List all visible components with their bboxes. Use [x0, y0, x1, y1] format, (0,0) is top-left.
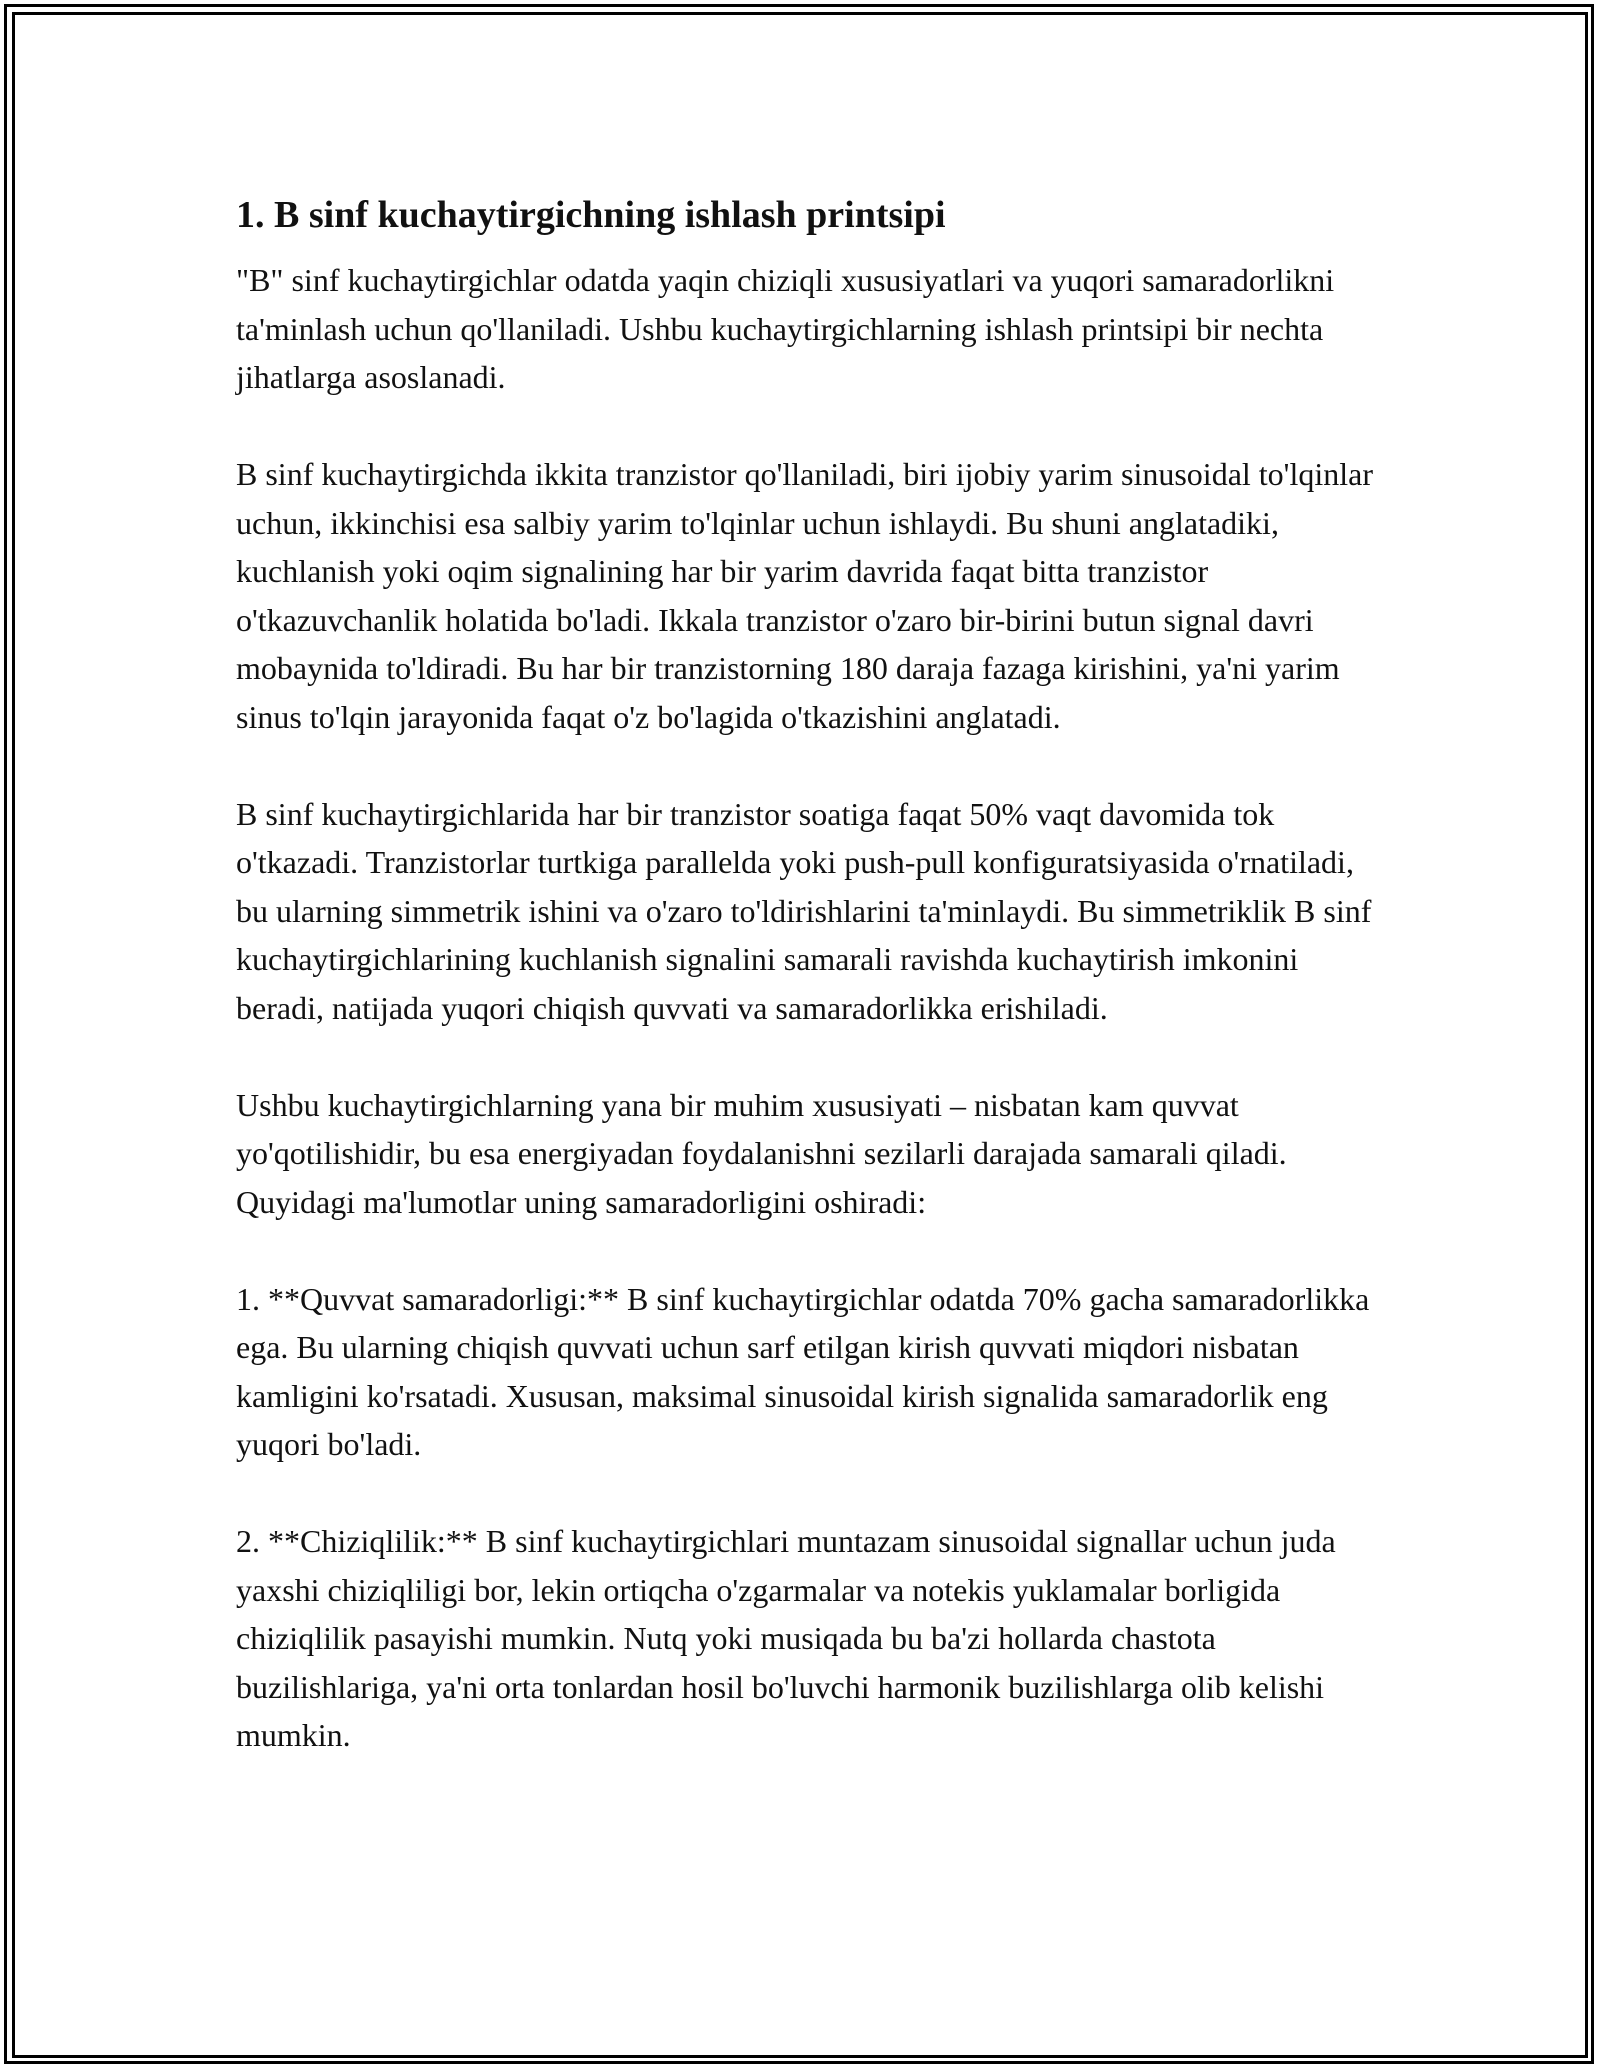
document-body: [236, 190, 1376, 1760]
section-title: 1. B sinf kuchaytirgichning ishlash printsipi: [236, 194, 946, 236]
paragraph-power-loss: Ushbu kuchaytirgichlarning yana bir muhim xususiyati – nisbatan kam quvvat yo'qotilishidir, bu esa energiyadan foydalanishni sezilarli darajada samarali qiladi. Quyidagi ma'lumotlar uning samaradorligini oshiradi:: [236, 1086, 1287, 1220]
list-item-linearity: 2. **Chiziqlilik:** B sinf kuchaytirgichlari muntazam sinusoidal signallar uchun juda yaxshi chiziqliligi bor, lekin ortiqcha o'zgarmalar va notekis yuklamalar borligida chiziqlilik pasayishi mumkin. Nutq yoki musiqada bu ba'zi hollarda chastota buzilishlariga, ya'ni orta tonlardan hosil bo'luvchi harmonik buzilishlarga olib kelishi mumkin.: [236, 1523, 1336, 1753]
paragraph-push-pull: B sinf kuchaytirgichlarida har bir tranzistor soatiga faqat 50% vaqt davomida tok o'tkazadi. Tranzistorlar turtkiga parallelda yoki push-pull konfiguratsiyasida o'rnatiladi, bu ularning simmetrik ishini va o'zaro to'ldirishlarini ta'minlaydi. Bu simmetriklik B sinf kuchaytirgichlarining kuchlanish signalini samarali ravishda kuchaytirish imkonini beradi, natijada yuqori chiqish quvvati va samaradorlikka erishiladi.: [236, 795, 1372, 1026]
paragraph-intro: "B" sinf kuchaytirgichlar odatda yaqin chiziqli xususiyatlari va yuqori samaradorlikni ta'minlash uchun qo'llaniladi. Ushbu kuchaytirgichlarning ishlash printsipi bir nechta jihatlarga asoslanadi.: [236, 262, 1335, 395]
paragraph-two-transistors: B sinf kuchaytirgichda ikkita tranzistor qo'llaniladi, biri ijobiy yarim sinusoidal to'lqinlar uchun, ikkinchisi esa salbiy yarim to'lqinlar uchun ishlaydi. Bu shuni anglatadiki, kuchlanish yoki oqim signalining har bir yarim davrida faqat bitta tranzistor o'tkazuvchanlik holatida bo'ladi. Ikkala tranzistor o'zaro bir-birini butun signal davri mobaynida to'ldiradi. Bu har bir tranzistorning 180 daraja fazaga kirishini, ya'ni yarim sinus to'lqin jarayonida faqat o'z bo'lagida o'tkazishini anglatadi.: [236, 456, 1373, 735]
list-item-power-efficiency: 1. **Quvvat samaradorligi:** B sinf kuchaytirgichlar odatda 70% gacha samaradorlikka ega. Bu ularning chiqish quvvati uchun sarf etilgan kirish quvvati miqdori nisbatan kamligini ko'rsatadi. Xususan, maksimal sinusoidal kirish signalida samaradorlik eng yuqori bo'ladi.: [236, 1280, 1370, 1462]
